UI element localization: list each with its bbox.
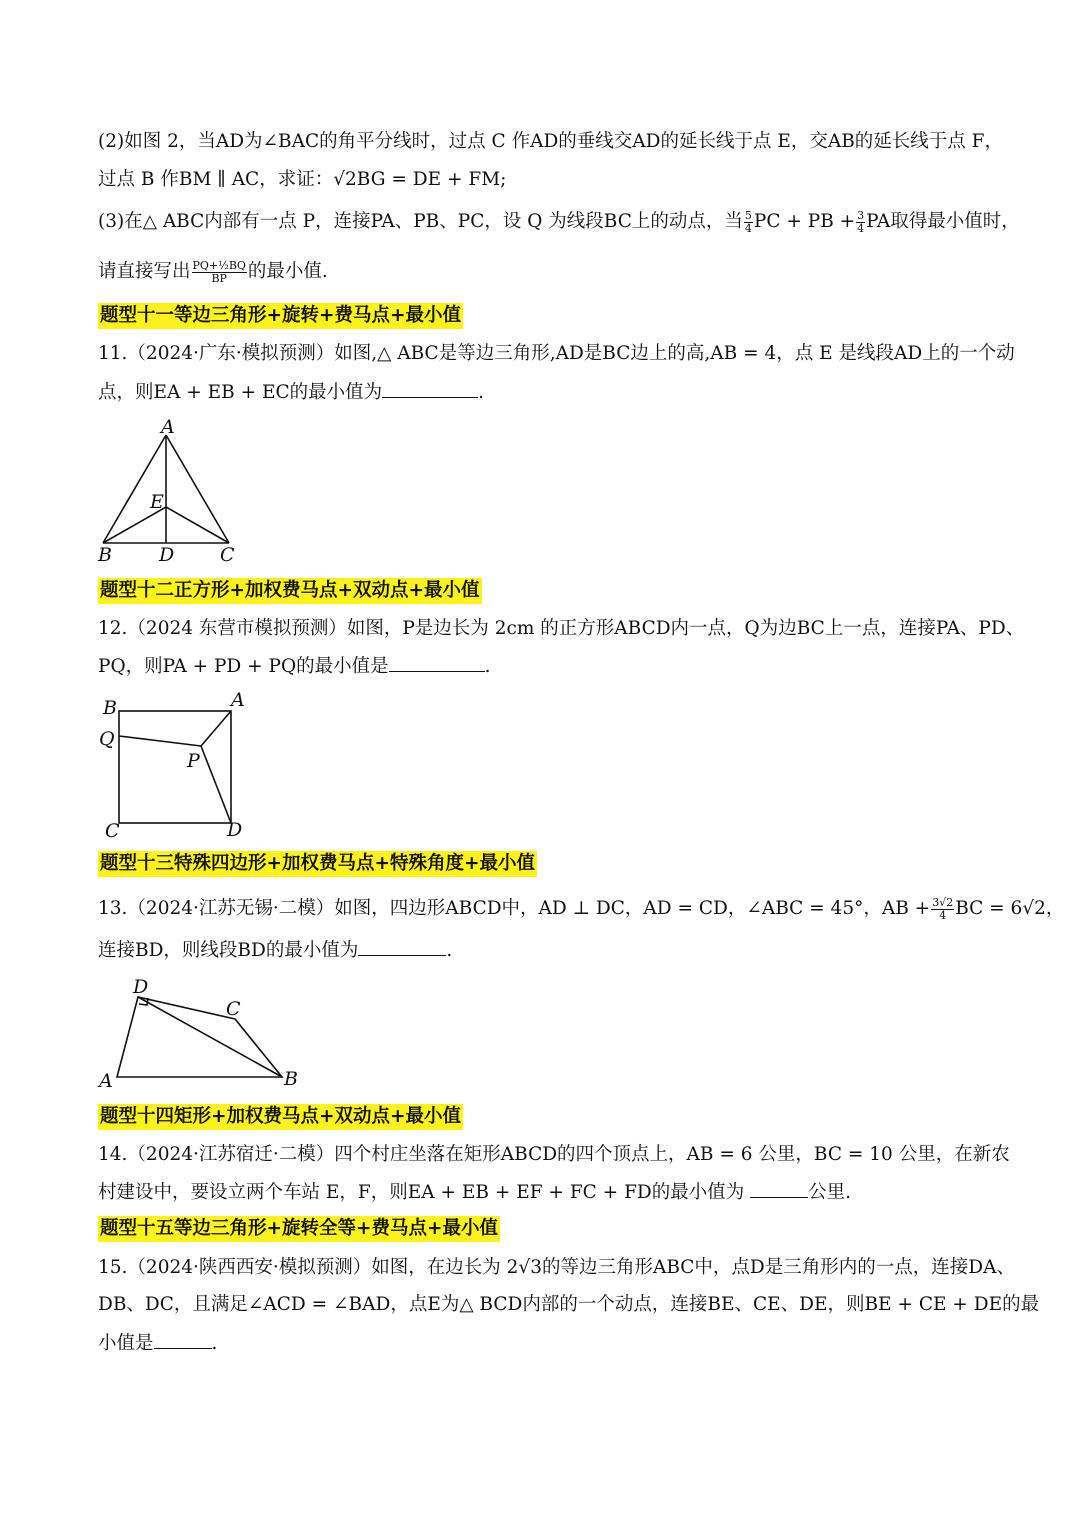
q11-line2 bbox=[98, 379, 988, 406]
q13-text-a: 13.（2024·江苏无锡·二模）如图，四边形ABCD中，AD ⊥ DC，AD = CD，∠ABC = 45°，AB + bbox=[98, 898, 931, 919]
q12-square-figure bbox=[95, 690, 255, 850]
q14-line1: 14.（2024·江苏宿迁·二模）四个村庄坐落在矩形ABCD的四个顶点上，AB = 6 公里，BC = 10 公里，在新农 bbox=[98, 1144, 1010, 1165]
fraction-five-fourths: $\frac{5}{4}$ bbox=[744, 208, 752, 235]
label-b: B bbox=[284, 1068, 298, 1090]
label-p: P bbox=[187, 750, 200, 772]
segment-ac bbox=[166, 435, 229, 543]
label-d: D bbox=[227, 819, 243, 841]
q13-period: . bbox=[446, 940, 453, 961]
label-c: C bbox=[226, 998, 241, 1020]
segment-ec bbox=[166, 507, 229, 543]
label-a: A bbox=[231, 689, 245, 711]
q12-line2 bbox=[98, 653, 988, 680]
segment-ab bbox=[103, 435, 166, 543]
q10-part2-line1: (2)如图 2，当AD为∠BAC的角平分线时，过点 C 作AD的垂线交AD的延长线于点 E，交AB的延长线于点 F， bbox=[98, 131, 1004, 152]
q13-quadrilateral-figure bbox=[95, 972, 315, 1097]
label-q: Q bbox=[99, 728, 115, 750]
q13-text: 连接BD，则线段BD的最小值为 bbox=[98, 940, 359, 961]
segment-bd bbox=[138, 997, 282, 1077]
q15-period: . bbox=[211, 1333, 218, 1354]
label-a: A bbox=[99, 1070, 113, 1092]
label-c: C bbox=[105, 820, 120, 842]
q15-line1: 15.（2024·陕西西安·模拟预测）如图，在边长为 2√3的等边三角形ABC中，点D是三角形内的一点，连接DA、 bbox=[98, 1257, 1015, 1278]
q14-text-a: 村建设中，要设立两个车站 E，F，则EA + EB + EF + FC + FD的最小值为 bbox=[98, 1182, 745, 1203]
q12-period: . bbox=[484, 656, 491, 677]
type12-heading: 题型十二正方形+加权费马点+双动点+最小值 bbox=[98, 578, 482, 604]
q15-line3 bbox=[98, 1330, 988, 1357]
q10-part3-text-a: (3)在△ ABC内部有一点 P，连接PA、PB、PC，设 Q 为线段BC上的动点，当 bbox=[98, 211, 743, 232]
q10-part3-text-d: 请直接写出 bbox=[98, 261, 191, 282]
q14-line2 bbox=[98, 1179, 988, 1206]
q12-line1: 12.（2024 东营市模拟预测）如图，P是边长为 2cm 的正方形ABCD内一点，Q为边BC上一点，连接PA、PD、 bbox=[98, 618, 1025, 639]
answer-blank-q15[interactable] bbox=[154, 1330, 212, 1349]
answer-blank-q13[interactable] bbox=[358, 937, 446, 956]
label-b: B bbox=[98, 544, 112, 566]
square-abcd bbox=[119, 711, 231, 823]
label-a: A bbox=[161, 416, 175, 438]
q10-part3-text-b: PC + PB + bbox=[753, 211, 856, 232]
q10-part3-line2 bbox=[98, 259, 988, 285]
answer-blank-q12[interactable] bbox=[389, 653, 485, 672]
q13-line1 bbox=[98, 895, 1065, 922]
fraction-three-fourths: $\frac{3}{4}$ bbox=[857, 208, 865, 235]
type15-heading: 题型十五等边三角形+旋转全等+费马点+最小值 bbox=[98, 1216, 500, 1242]
label-d: D bbox=[159, 544, 175, 566]
q15-line2: DB、DC，且满足∠ACD = ∠BAD，点E为△ BCD内部的一个动点，连接BE、CE、DE，则BE + CE + DE的最 bbox=[98, 1294, 1040, 1315]
fraction-three-root2-over-4: $\frac{3√2}{4}$ bbox=[932, 895, 954, 922]
type11-heading: 题型十一等边三角形+旋转+费马点+最小值 bbox=[98, 303, 463, 329]
q10-part3-line1 bbox=[98, 208, 1020, 235]
q14-text-b: 公里. bbox=[808, 1182, 852, 1203]
segment-qp bbox=[119, 736, 201, 746]
q11-text: 点，则EA + EB + EC的最小值为 bbox=[98, 382, 383, 403]
q13-line2 bbox=[98, 937, 988, 964]
label-e: E bbox=[150, 491, 164, 513]
q10-part2-line2: 过点 B 作BM ∥ AC，求证：√2BG = DE + FM; bbox=[98, 169, 507, 190]
q10-part3-text-e: 的最小值. bbox=[247, 261, 328, 282]
answer-blank-q11[interactable] bbox=[382, 379, 478, 398]
q15-text: 小值是 bbox=[98, 1333, 154, 1354]
quadrilateral-abcd bbox=[117, 997, 282, 1077]
q12-text: PQ，则PA + PD + PQ的最小值是 bbox=[98, 656, 389, 677]
label-d: D bbox=[133, 976, 149, 998]
q11-period: . bbox=[478, 382, 485, 403]
segment-pd bbox=[201, 746, 231, 823]
segment-pa bbox=[201, 711, 231, 746]
q10-part3-text-c: PA取得最小值时， bbox=[866, 211, 1020, 232]
q13-text-b: BC = 6√2， bbox=[955, 898, 1065, 919]
label-c: C bbox=[220, 544, 235, 566]
q11-triangle-figure bbox=[90, 415, 250, 570]
q11-line1: 11.（2024·广东·模拟预测）如图,△ ABC是等边三角形,AD是BC边上的高,AB = 4，点 E 是线段AD上的一个动 bbox=[98, 343, 1015, 364]
answer-blank-q14[interactable] bbox=[750, 1179, 808, 1198]
type13-heading: 题型十三特殊四边形+加权费马点+特殊角度+最小值 bbox=[98, 851, 537, 877]
fraction-pq-bp: $\frac{\text{PQ+½BQ}}{BP}$ bbox=[192, 258, 246, 285]
label-b: B bbox=[103, 697, 117, 719]
type14-heading: 题型十四矩形+加权费马点+双动点+最小值 bbox=[98, 1104, 463, 1130]
